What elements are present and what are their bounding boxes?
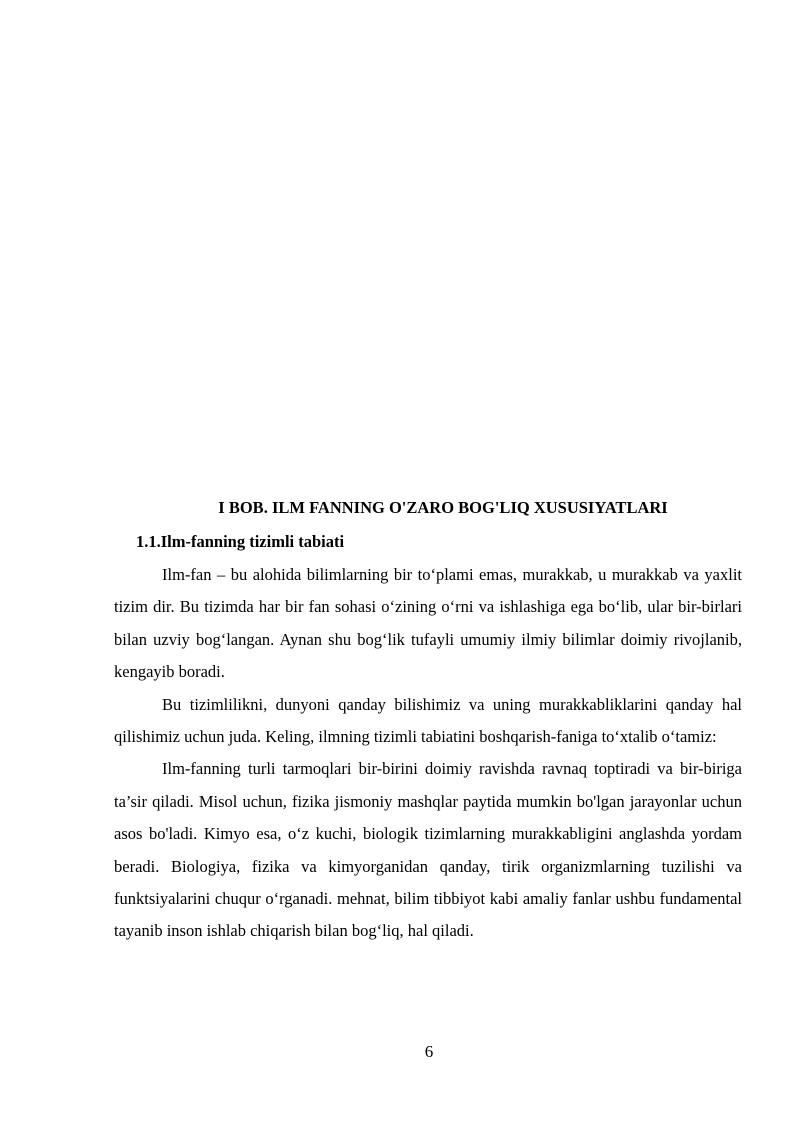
page-number: 6 <box>424 1042 434 1061</box>
chapter-title: I BOB. ILM FANNING O'ZARO BOG'LIQ XUSUSIYATLARI <box>218 498 668 517</box>
section-title: 1.1.Ilm-fanning tizimli tabiati <box>136 532 345 551</box>
paragraph: Bu tizimlilikni, dunyoni qanday bilishimiz va uning murakkabliklarini qanday hal qilishimiz uchun juda. Keling, ilmning tizimli tabiatini boshqarish-faniga to‘xtalib o‘tamiz: <box>114 694 742 747</box>
paragraph: Ilm-fanning turli tarmoqlari bir-birini doimiy ravishda ravnaq toptiradi va bir-biriga ta’sir qiladi. Misol uchun, fizika jismoniy mashqlar paytida mumkin bo'lgan jarayonlar uchun asos bo'ladi. Kimyo esa, o‘z kuchi, biologik tizimlarning murakkabligini anglashda yordam beradi. Biologiya, fizika va kimyorganidan qanday, tirik organizmlarning tuzilishi va funktsiyalarini chuqur o‘rganadi. mehnat, bilim tibbiyot kabi amaliy fanlar ushbu fundamental tayanib inson ishlab chiqarish bilan bog‘liq, hal qiladi. <box>114 759 742 941</box>
body-text <box>114 559 742 948</box>
paragraph: Ilm-fan – bu alohida bilimlarning bir to‘plami emas, murakkab, u murakkab va yaxlit tizim dir. Bu tizimda har bir fan sohasi o‘zining o‘rni va ishlashiga ega bo‘lib, ular bir-birlari bilan uzviy bog‘langan. Aynan shu bog‘lik tufayli umumiy ilmiy bilimlar doimiy rivojlanib, kengayib boradi. <box>114 565 742 682</box>
